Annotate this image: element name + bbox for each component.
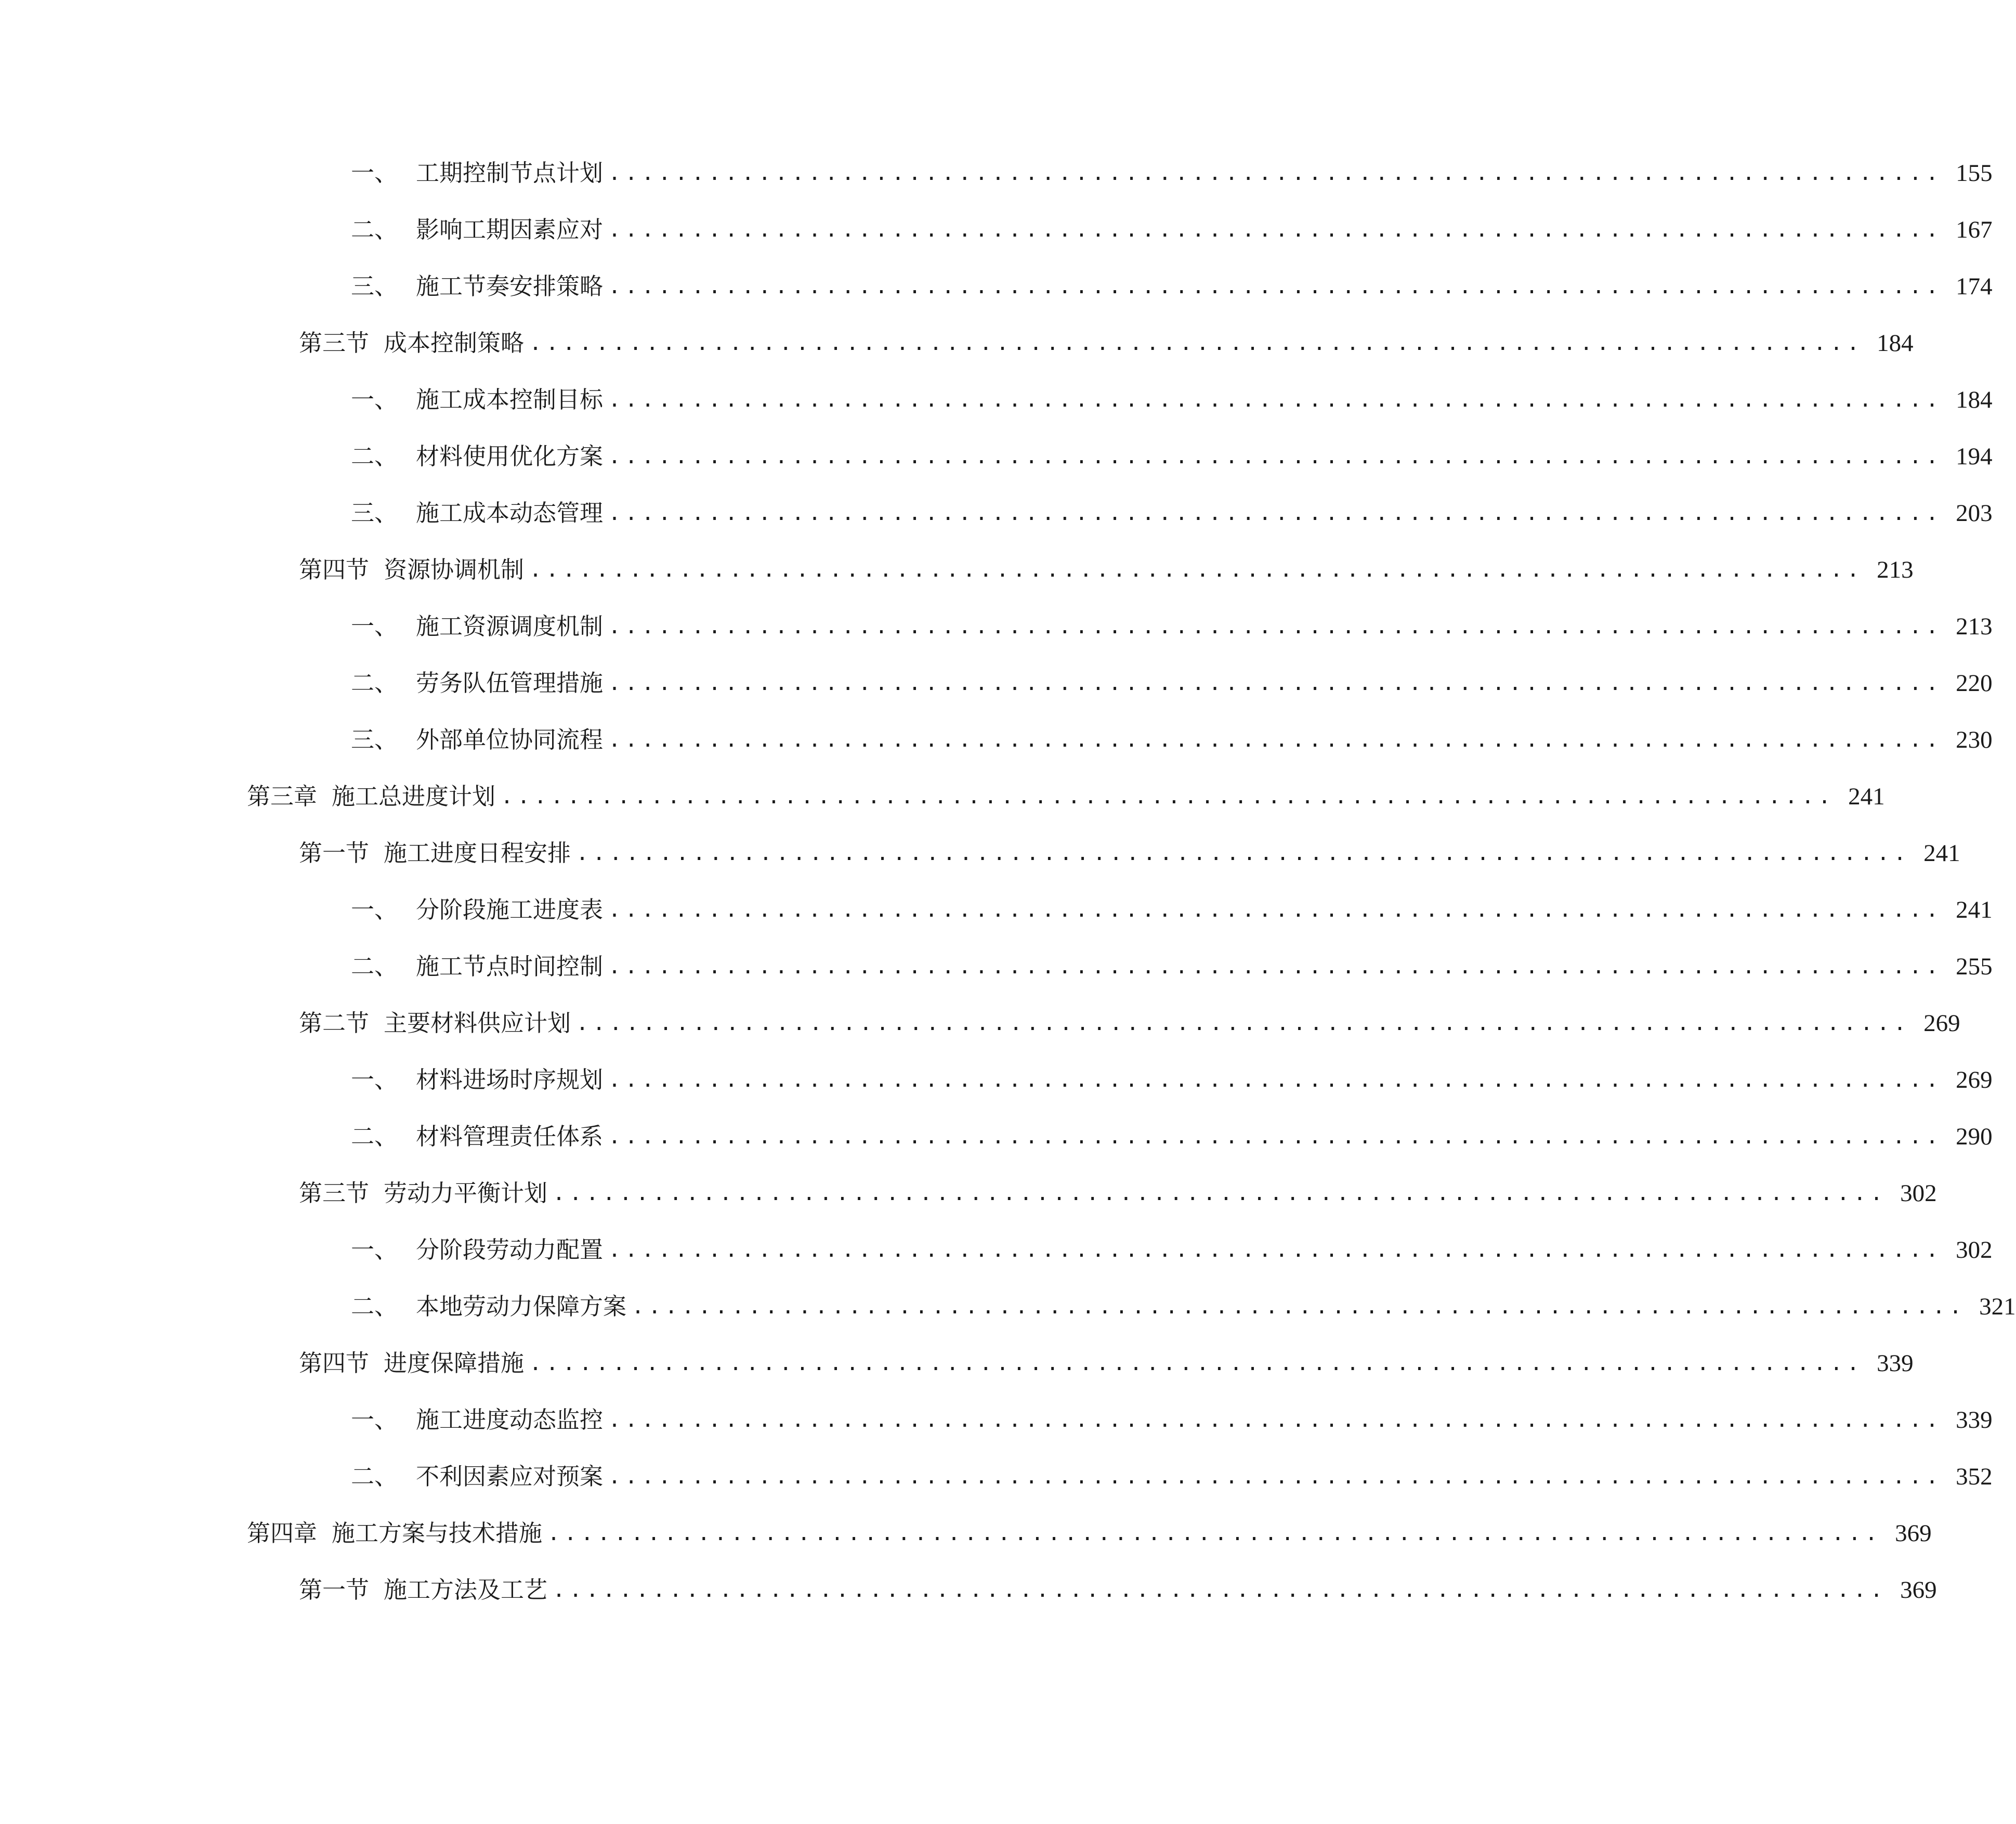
toc-entry-page: 194 bbox=[1956, 443, 1993, 470]
toc-entry-title: 劳务队伍管理措施 bbox=[416, 669, 604, 697]
toc-entry-page: 255 bbox=[1956, 953, 1993, 980]
toc-entry-title: 不利因素应对预案 bbox=[416, 1463, 604, 1490]
toc-entry-label bbox=[299, 322, 524, 364]
toc-entry-label bbox=[299, 832, 571, 874]
toc-entry-label bbox=[299, 1172, 547, 1214]
toc-entry-page: 352 bbox=[1956, 1463, 1993, 1490]
dot-leader: ................................................................................ bbox=[608, 728, 1943, 752]
toc-entry-label bbox=[351, 379, 603, 421]
toc-entry-page: 213 bbox=[1956, 613, 1993, 640]
toc-entry[interactable] bbox=[351, 209, 1993, 251]
toc-entry-prefix: 一、 bbox=[351, 1406, 398, 1434]
dot-leader: ................................................................................ bbox=[608, 1125, 1943, 1149]
dot-leader: ................................................................................ bbox=[608, 1465, 1943, 1489]
toc-entry-prefix: 二、 bbox=[351, 1123, 398, 1150]
toc-entry[interactable] bbox=[351, 1229, 1993, 1271]
toc-entry[interactable] bbox=[351, 606, 1993, 647]
dot-leader: ................................................................................ bbox=[608, 671, 1943, 695]
toc-entry[interactable] bbox=[299, 322, 1914, 364]
toc-entry[interactable] bbox=[351, 1456, 1993, 1497]
toc-entry-page: 241 bbox=[1848, 783, 1885, 810]
toc-entry-prefix: 第四章 bbox=[247, 1519, 318, 1547]
toc-entry-title: 施工资源调度机制 bbox=[416, 613, 604, 640]
toc-entry-title: 材料管理责任体系 bbox=[416, 1123, 604, 1150]
toc-entry-prefix: 二、 bbox=[351, 953, 398, 980]
toc-entry[interactable] bbox=[351, 436, 1993, 477]
toc-entry-prefix: 二、 bbox=[351, 669, 398, 697]
toc-entry-title: 施工进度动态监控 bbox=[416, 1406, 604, 1434]
toc-entry-prefix: 二、 bbox=[351, 216, 398, 243]
toc-entry[interactable] bbox=[351, 152, 1993, 194]
toc-entry-title: 施工节点时间控制 bbox=[416, 953, 604, 980]
toc-entry-title: 分阶段施工进度表 bbox=[416, 896, 604, 923]
toc-entry-label bbox=[351, 1456, 603, 1497]
toc-entry-page: 290 bbox=[1956, 1123, 1993, 1150]
toc-entry-page: 241 bbox=[1956, 896, 1993, 923]
toc-entry-page: 230 bbox=[1956, 726, 1993, 753]
toc-entry-label bbox=[351, 1059, 603, 1101]
toc-entry[interactable] bbox=[299, 549, 1914, 591]
toc-entry-prefix: 一、 bbox=[351, 1066, 398, 1093]
toc-entry-prefix: 第二节 bbox=[299, 1009, 370, 1037]
toc-entry-label bbox=[351, 889, 603, 931]
dot-leader: ................................................................................ bbox=[547, 1521, 1882, 1545]
toc-entry-title: 施工成本动态管理 bbox=[416, 499, 604, 527]
dot-leader: ................................................................................ bbox=[608, 898, 1943, 922]
toc-entry-label bbox=[351, 1286, 626, 1327]
toc-entry-title: 材料使用优化方案 bbox=[416, 442, 604, 470]
dot-leader: ................................................................................ bbox=[576, 841, 1910, 865]
toc-entry[interactable] bbox=[351, 946, 1993, 987]
toc-entry-label bbox=[299, 1569, 547, 1611]
toc-entry-page: 269 bbox=[1956, 1066, 1993, 1093]
toc-entry[interactable] bbox=[351, 379, 1993, 421]
toc-entry-page: 167 bbox=[1956, 216, 1993, 243]
toc-entry-page: 213 bbox=[1877, 556, 1914, 583]
toc-entry-prefix: 二、 bbox=[351, 1293, 398, 1320]
dot-leader: ................................................................................ bbox=[608, 615, 1943, 639]
toc-entry-label bbox=[351, 1399, 603, 1441]
toc-entry-label bbox=[351, 1116, 603, 1157]
toc-entry-label bbox=[351, 266, 603, 307]
toc-entry[interactable] bbox=[299, 1172, 1937, 1214]
toc-entry[interactable] bbox=[351, 1399, 1993, 1441]
toc-entry[interactable] bbox=[351, 719, 1993, 761]
toc-entry-page: 369 bbox=[1900, 1577, 1937, 1604]
dot-leader: ................................................................................ bbox=[608, 501, 1943, 525]
toc-entry-prefix: 第一节 bbox=[299, 1576, 370, 1604]
toc-entry-title: 工期控制节点计划 bbox=[416, 159, 604, 187]
toc-entry-page: 184 bbox=[1956, 386, 1993, 413]
toc-entry-prefix: 一、 bbox=[351, 1236, 398, 1263]
dot-leader: ................................................................................ bbox=[608, 275, 1943, 298]
dot-leader: ................................................................................ bbox=[529, 1351, 1864, 1375]
dot-leader: ................................................................................ bbox=[553, 1181, 1887, 1205]
toc-entry-title: 劳动力平衡计划 bbox=[384, 1179, 548, 1207]
toc-entry-prefix: 一、 bbox=[351, 613, 398, 640]
toc-entry-prefix: 一、 bbox=[351, 159, 398, 187]
toc-entry[interactable] bbox=[351, 889, 1993, 931]
toc-entry-prefix: 第三节 bbox=[299, 1179, 370, 1207]
dot-leader: ................................................................................ bbox=[529, 331, 1864, 355]
toc-entry-prefix: 第四节 bbox=[299, 556, 370, 583]
toc-entry-label bbox=[247, 1513, 542, 1554]
toc-entry-page: 203 bbox=[1956, 500, 1993, 527]
toc-entry[interactable] bbox=[351, 1059, 1993, 1101]
toc-entry[interactable] bbox=[351, 662, 1993, 704]
toc-entry[interactable] bbox=[299, 1002, 1960, 1044]
dot-leader: ................................................................................ bbox=[553, 1578, 1887, 1602]
dot-leader: ................................................................................ bbox=[576, 1011, 1910, 1035]
toc-entry-label bbox=[351, 946, 603, 987]
toc-entry-title: 施工方法及工艺 bbox=[384, 1576, 548, 1604]
dot-leader: ................................................................................ bbox=[529, 558, 1864, 582]
toc-entry-title: 分阶段劳动力配置 bbox=[416, 1236, 604, 1263]
toc-entry[interactable] bbox=[351, 1116, 1993, 1157]
toc-entry[interactable] bbox=[247, 776, 1885, 817]
dot-leader: ................................................................................ bbox=[608, 161, 1943, 185]
toc-entry-label bbox=[299, 1343, 524, 1384]
toc-entry-title: 资源协调机制 bbox=[384, 556, 525, 583]
toc-entry-label bbox=[351, 492, 603, 534]
toc-entry-title: 施工成本控制目标 bbox=[416, 386, 604, 413]
toc-entry[interactable] bbox=[299, 1343, 1914, 1384]
dot-leader: ................................................................................ bbox=[608, 388, 1943, 412]
toc-entry-prefix: 一、 bbox=[351, 386, 398, 413]
dot-leader: ................................................................................ bbox=[608, 1238, 1943, 1262]
toc-entry-page: 269 bbox=[1923, 1010, 1960, 1037]
toc-entry-prefix: 第三节 bbox=[299, 329, 370, 357]
dot-leader: ................................................................................ bbox=[608, 218, 1943, 242]
toc-entry[interactable] bbox=[351, 266, 1993, 307]
toc-entry-prefix: 三、 bbox=[351, 726, 398, 753]
toc-entry-title: 施工进度日程安排 bbox=[384, 839, 571, 867]
toc-entry-prefix: 二、 bbox=[351, 1463, 398, 1490]
toc-entry-prefix: 第一节 bbox=[299, 839, 370, 867]
toc-entry-label bbox=[351, 209, 603, 251]
toc-entry-title: 成本控制策略 bbox=[384, 329, 525, 357]
dot-leader: ................................................................................ bbox=[608, 1408, 1943, 1432]
toc-entry-prefix: 三、 bbox=[351, 499, 398, 527]
dot-leader: ................................................................................ bbox=[608, 955, 1943, 979]
toc-entry-page: 220 bbox=[1956, 670, 1993, 697]
toc-entry-page: 155 bbox=[1956, 160, 1993, 187]
toc-entry-title: 主要材料供应计划 bbox=[384, 1009, 571, 1037]
toc-entry-title: 外部单位协同流程 bbox=[416, 726, 604, 753]
toc-entry-title: 本地劳动力保障方案 bbox=[416, 1293, 627, 1320]
toc-entry-label bbox=[351, 606, 603, 647]
toc-entry[interactable] bbox=[351, 492, 1993, 534]
toc-entry-label bbox=[299, 549, 524, 591]
toc-entry-label bbox=[351, 1229, 603, 1271]
toc-entry-prefix: 第四节 bbox=[299, 1349, 370, 1377]
dot-leader: ................................................................................ bbox=[608, 1068, 1943, 1092]
toc-entry-label bbox=[351, 152, 603, 194]
toc-entry-title: 进度保障措施 bbox=[384, 1349, 525, 1377]
toc-entry-prefix: 三、 bbox=[351, 272, 398, 300]
toc-entry[interactable] bbox=[299, 1569, 1937, 1611]
toc-entry-page: 339 bbox=[1877, 1350, 1914, 1377]
toc-entry[interactable] bbox=[299, 832, 1960, 874]
toc-entry-title: 施工节奏安排策略 bbox=[416, 272, 604, 300]
toc-entry-label bbox=[351, 436, 603, 477]
toc-entry-page: 302 bbox=[1956, 1236, 1993, 1263]
toc-entry-title: 影响工期因素应对 bbox=[416, 216, 604, 243]
toc-entry-prefix: 第三章 bbox=[247, 783, 318, 810]
toc-entry-prefix: 一、 bbox=[351, 896, 398, 923]
toc-entry-title: 施工总进度计划 bbox=[332, 783, 496, 810]
toc-entry-label bbox=[299, 1002, 571, 1044]
toc-entry-label bbox=[351, 719, 603, 761]
toc-entry-label bbox=[247, 776, 495, 817]
toc-entry-page: 184 bbox=[1877, 330, 1914, 357]
toc-entry-label bbox=[351, 662, 603, 704]
toc-entry-page: 174 bbox=[1956, 273, 1993, 300]
toc-entry-prefix: 二、 bbox=[351, 442, 398, 470]
toc-entry-title: 材料进场时序规划 bbox=[416, 1066, 604, 1093]
toc-entry-page: 369 bbox=[1895, 1520, 1932, 1547]
toc-entry-page: 241 bbox=[1923, 840, 1960, 867]
dot-leader: ................................................................................ bbox=[608, 445, 1943, 468]
toc-entry[interactable] bbox=[351, 1286, 2016, 1327]
toc-entry-title: 施工方案与技术措施 bbox=[332, 1519, 543, 1547]
dot-leader: ................................................................................ bbox=[632, 1295, 1966, 1319]
toc-entry-page: 302 bbox=[1900, 1180, 1937, 1207]
toc-entry-page: 321 bbox=[1979, 1293, 2016, 1320]
toc-entry-page: 339 bbox=[1956, 1406, 1993, 1434]
dot-leader: ................................................................................ bbox=[501, 785, 1835, 809]
toc-entry[interactable] bbox=[247, 1513, 1932, 1554]
